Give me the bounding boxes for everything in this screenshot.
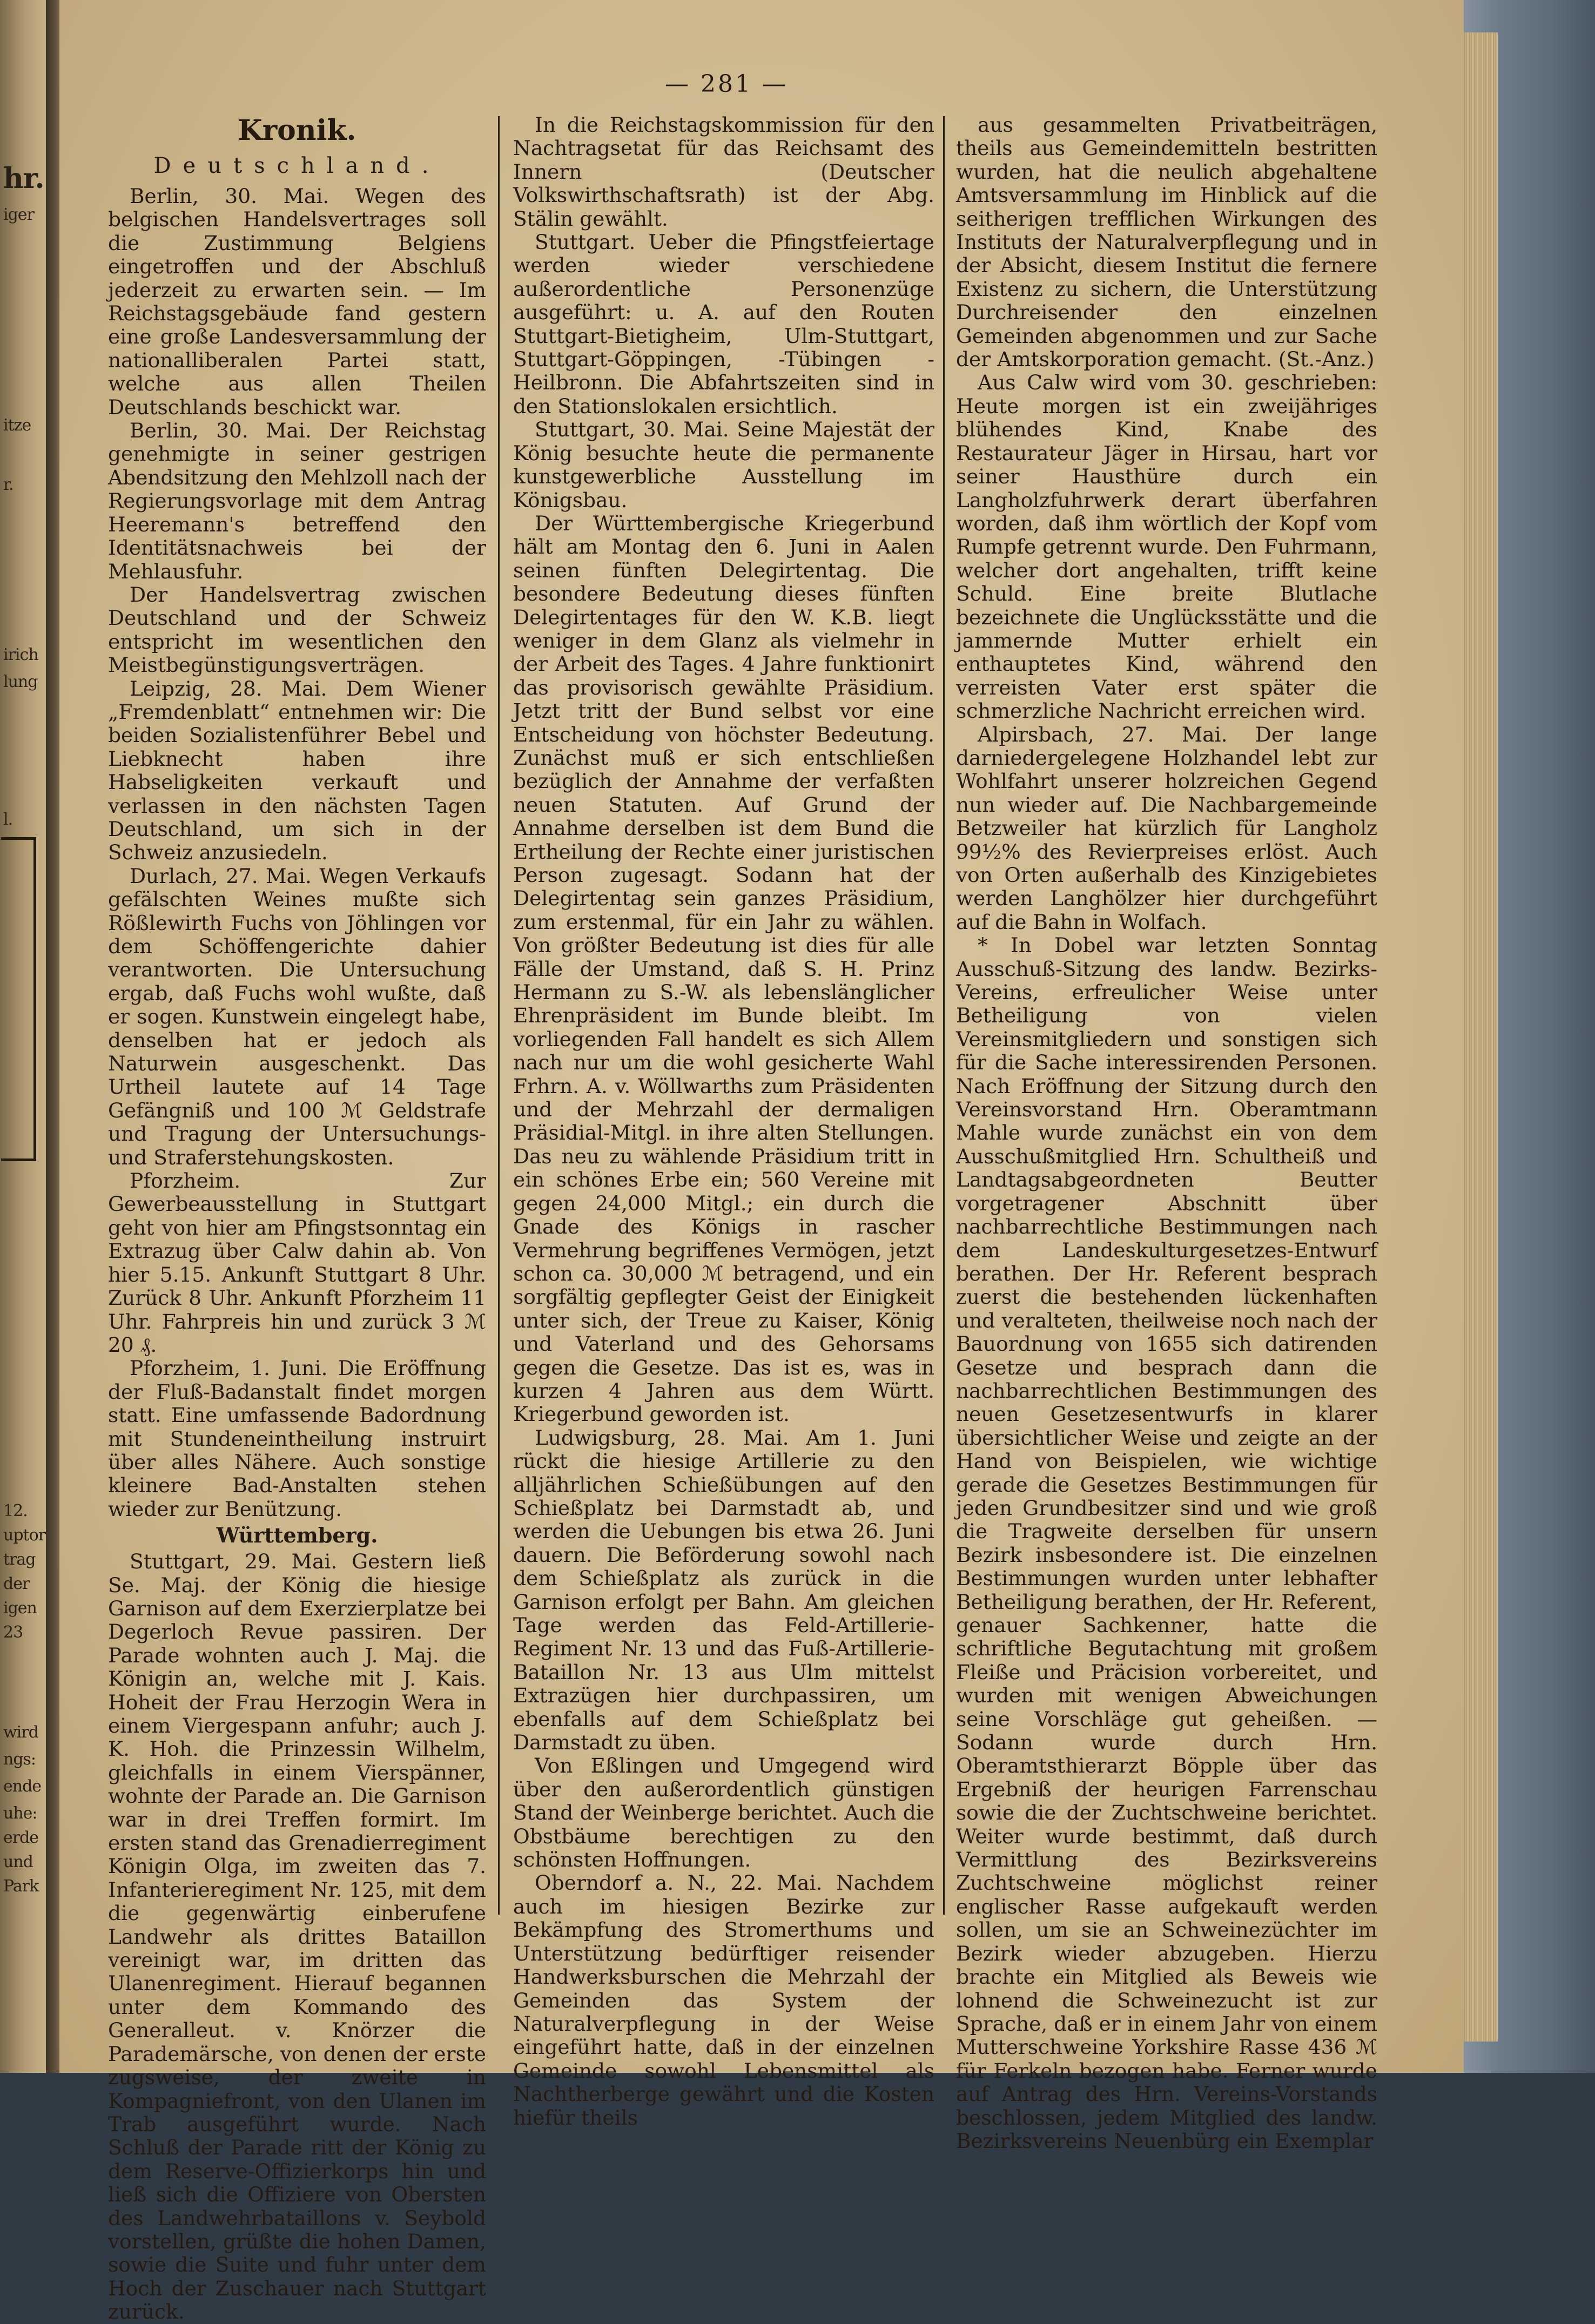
- region-heading: Württemberg.: [216, 1523, 378, 1548]
- section-subheading: Deutschland.: [153, 153, 441, 178]
- article-paragraph: Der Handelsvertrag zwischen Deutschland und der Schweiz entspricht im wesentlichen den Meistbegünstigungsverträgen.: [108, 582, 486, 677]
- article-paragraph: Stuttgart, 30. Mai. Seine Majestät der König besuchte heute die permanente kunstgewerbliche Ausstellung im Königsbau.: [513, 417, 934, 512]
- article-paragraph: Stuttgart, 29. Mai. Gestern ließ Se. Maj. der König die hiesige Garnison auf dem Exerzierplatze bei Degerloch Revue passiren. Der Parade wohnten auch J. Maj. die Königin an, welche mit J. Kais. Hoheit der Frau Herzogin Wera in einem Viergespann anfuhr; auch J. K. Hoh. die Prinzessin Wilhelm, gleichfalls in einem Vierspänner, wohnte der Parade an. Die Garnison war in drei Treffen formirt. Im ersten stand das Grenadierregiment Königin Olga, im zweiten das 7. Infanterieregiment Nr. 125, mit dem die gegenwärtig einberufene Landwehr als drittes Bataillon vereinigt war, im dritten das Ulanenregiment. Hierauf begannen unter dem Kommando des Generalleut. v. Knörzer die Parademärsche, von denen der erste zugsweise, der zweite in Kompagniefront, von den Ulanen im Trab ausgeführt wurde. Nach Schluß der Parade ritt der König zu dem Reserve-Offizierkorps hin und ließ sich die Offiziere von Obersten des Landwehrbataillons v. Seybold vorstellen, grüßte die hohen Damen, sowie die Suite und fuhr unter dem Hoch der Zuschauer nach Stuttgart zurück.: [108, 1550, 486, 2324]
- left-fragment: der: [3, 1574, 30, 1593]
- article-paragraph: Stuttgart. Ueber die Pfingstfeiertage werden wieder verschiedene außerordentliche Personenzüge ausgeführt: u. A. auf den Routen Stuttgart-Bietigheim, Ulm-Stuttgart, Stuttgart-Göppingen, -Tübingen -Heilbronn. Die Abfahrtszeiten sind in den Stationslokalen ersichtlich.: [513, 230, 934, 418]
- article-paragraph: Aus Calw wird vom 30. geschrieben: Heute morgen ist ein zweijähriges blühendes Kind, Knabe des Restaurateur Jäger in Hirsau, hart vor seiner Hausthüre durch ein Langholzfuhrwerk derart überfahren worden, daß ihm wörtlich der Kopf vom Rumpfe getrennt wurde. Den Fuhrmann, welcher dort angehalten, trifft keine Schuld. Eine breite Blutlache bezeichnete die Unglücksstätte und die jammernde Mutter erhielt ein enthauptetes Kind, während den verreisten Vater erst später die schmerzliche Nachricht erreichen wird.: [956, 371, 1377, 723]
- article-paragraph: Alpirsbach, 27. Mai. Der lange darniedergelegene Holzhandel lebt zur Wohlfahrt unserer holzreichen Gegend nun wieder auf. Die Nachbargemeinde Betzweiler hat kürzlich für Langholz 99½% des Revierpreises erlöst. Auch von Orten außerhalb des Kinzigebietes werden Langhölzer hier durchgeführt auf die Bahn in Wolfach.: [956, 722, 1377, 934]
- left-fragment: ngs:: [3, 1750, 36, 1769]
- column-rule: [943, 116, 945, 1915]
- article-paragraph: In die Reichstagskommission für den Nachtragsetat für das Reichsamt des Innern (Deutscher Volkswirthschaftsrath) ist der Abg. Stälin gewählt.: [513, 113, 934, 231]
- page-number: — 281 —: [665, 70, 788, 98]
- left-fragment: r.: [3, 475, 14, 494]
- article-paragraph: Ludwigsburg, 28. Mai. Am 1. Juni rückt die hiesige Artillerie zu den alljährlichen Schießübungen auf den Schießplatz bei Darmstadt ab, und werden die Uebungen bis etwa 26. Juni dauern. Die Beförderung sowohl nach dem Schießplatz als zurück in die Garnison erfolgt per Bahn. Am gleichen Tage werden das Feld-Artillerie-Regiment Nr. 13 und das Fuß-Artillerie-Bataillon Nr. 13 aus Ulm mittelst Extrazügen hier durchpassiren, um ebenfalls auf dem Schießplatz bei Darmstadt zu üben.: [513, 1425, 934, 1755]
- left-fragment: und: [3, 1853, 33, 1871]
- previous-page-edge: [0, 0, 46, 2073]
- column-1: [108, 113, 486, 2324]
- book-binding: [1458, 0, 1595, 2073]
- left-fragment: 12.: [3, 1501, 28, 1520]
- left-fragment: erde: [3, 1828, 39, 1847]
- left-fragment: lung: [3, 672, 38, 691]
- left-frame-box: [1, 837, 36, 1161]
- left-fragment: irich: [3, 645, 38, 664]
- left-fragment: uptor: [3, 1526, 45, 1545]
- article-paragraph: aus gesammelten Privatbeiträgen, theils aus Gemeindemitteln bestritten wurden, hat die neulich abgehaltene Amtsversammlung im Hinblick auf die seitherigen trefflichen Wirkungen des Instituts der Naturalverpflegung und in der Absicht, diesem Institut die fernere Existenz zu sichern, die Unterstützung Durchreisender den einzelnen Gemeinden abgenommen und zur Sache der Amtskorporation gemacht. (St.-Anz.): [956, 113, 1377, 372]
- left-fragment: 23: [3, 1623, 23, 1642]
- column-2: [513, 113, 934, 2130]
- section-heading: Kronik.: [238, 114, 356, 147]
- article-paragraph: Oberndorf a. N., 22. Mai. Nachdem auch im hiesigen Bezirke zur Bekämpfung des Stromerthums und Unterstützung bedürftiger reisender Handwerksburschen die Mehrzahl der Gemeinden das System der Naturalverpflegung in der Weise eingeführt hatte, daß in der einzelnen Gemeinde sowohl Lebensmittel als Nachtherberge gewährt und die Kosten hiefür theils: [513, 1871, 934, 2130]
- left-fragment: Park: [3, 1877, 39, 1896]
- article-paragraph: Leipzig, 28. Mai. Dem Wiener „Fremdenblatt“ entnehmen wir: Die beiden Sozialistenführer Bebel und Liebknecht haben ihre Habseligkeiten verkauft und verlassen in den nächsten Tagen Deutschland, um sich in der Schweiz anzusiedeln.: [108, 676, 486, 865]
- left-fragment: itze: [3, 416, 31, 435]
- article-paragraph: Berlin, 30. Mai. Der Reichstag genehmigte in seiner gestrigen Abendsitzung den Mehlzoll nach der Regierungsvorlage mit dem Antrag Heeremann's betreffend den Identitätsnachweis bei der Mehlausfuhr.: [108, 419, 486, 583]
- left-fragment: iger: [3, 205, 34, 224]
- left-fragment: igen: [3, 1599, 37, 1618]
- left-fragment: hr.: [3, 162, 44, 195]
- left-fragment: l.: [3, 810, 13, 829]
- article-paragraph: Durlach, 27. Mai. Wegen Verkaufs gefälschten Weines mußte sich Rößlewirth Fuchs von Jöhlingen vor dem Schöffengerichte dahier verantworten. Die Untersuchung ergab, daß Fuchs wohl wußte, daß er sogen. Kunstwein eingelegt habe, denselben hat er jedoch als Naturwein ausgeschenkt. Das Urtheil lautete auf 14 Tage Gefängniß und 100 ℳ Geldstrafe und Tragung der Untersuchungs- und Straferstehungskosten.: [108, 864, 486, 1169]
- article-paragraph: Pforzheim. Zur Gewerbeausstellung in Stuttgart geht von hier am Pfingstsonntag ein Extrazug über Calw dahin ab. Von hier 5.15. Ankunft Stuttgart 8 Uhr. Zurück 8 Uhr. Ankunft Pforzheim 11 Uhr. Fahrpreis hin und zurück 3 ℳ 20 ₰.: [108, 1169, 486, 1357]
- article-paragraph: Der Württembergische Kriegerbund hält am Montag den 6. Juni in Aalen seinen fünften Delegirtentag. Die besondere Bedeutung dieses fünften Delegirtentages für den W. K.B. liegt weniger in dem Glanz als vielmehr in der Arbeit des Tages. 4 Jahre funktionirt das provisorisch gewählte Präsidium. Jetzt tritt der Bund selbst vor eine Entscheidung von höchster Bedeutung. Zunächst muß er sich entschließen bezüglich der Annahme der verfaßten neuen Statuten. Auf Grund der Annahme derselben ist dem Bund die Ertheilung der Rechte einer juristischen Person zugesagt. Sodann hat der Delegirtentag sein ganzes Präsidium, zum erstenmal, für ein Jahr zu wählen. Von größter Bedeutung ist dies für alle Fälle der Umstand, daß S. H. Prinz Hermann zu S.-W. als lebenslänglicher Ehrenpräsident im Bunde bleibt. Im vorliegenden Fall handelt es sich Allem nach nur um die wohl gesicherte Wahl Frhrn. A. v. Wöllwarths zum Präsidenten und der Mehrzahl der dermaligen Präsidial-Mitgl. in ihre alten Stellungen. Das neu zu wählende Präsidium tritt in ein schönes Erbe ein; 560 Vereine mit gegen 24,000 Mitgl.; ein durch die Gnade des Königs in rascher Vermehrung begriffenes Vermögen, jetzt schon ca. 30,000 ℳ betragend, und ein sorgfältig gepflegter Geist der Einigkeit unter sich, der Treue zu Kaiser, König und Vaterland und des Gehorsams gegen die Gesetze. Das ist es, was in kurzen 4 Jahren aus dem Württ. Kriegerbund geworden ist.: [513, 511, 934, 1426]
- left-fragment: uhe:: [3, 1804, 37, 1823]
- column-rule: [498, 116, 500, 1915]
- article-paragraph: Berlin, 30. Mai. Wegen des belgischen Handelsvertrages soll die Zustimmung Belgiens eingetroffen und der Abschluß jederzeit zu erwarten sein. — Im Reichstagsgebäude fand gestern eine große Landesversammlung der nationalliberalen Partei statt, welche aus allen Theilen Deutschlands beschickt war.: [108, 184, 486, 419]
- left-fragment: ende: [3, 1777, 42, 1796]
- left-fragment: wird: [3, 1723, 38, 1742]
- article-paragraph: Pforzheim, 1. Juni. Die Eröffnung der Fluß-Badanstalt findet morgen statt. Eine umfassende Badordnung mit Stundeneintheilung instruirt über alles Nähere. Auch sonstige kleinere Bad-Anstalten stehen wieder zur Benützung.: [108, 1356, 486, 1521]
- article-paragraph: Von Eßlingen und Umgegend wird über den außerordentlich günstigen Stand der Weinberge berichtet. Auch die Obstbäume berechtigen zu den schönsten Hoffnungen.: [513, 1754, 934, 1872]
- column-3: [956, 113, 1377, 2153]
- page-block-edge: [1458, 32, 1498, 2042]
- article-paragraph: * In Dobel war letzten Sonntag Ausschuß-Sitzung des landw. Bezirks-Vereins, erfreulicher Weise unter Betheiligung von vielen Vereinsmitgliedern und sonstigen sich für die Sache interessirenden Personen. Nach Eröffnung der Sitzung durch den Vereinsvorstand Hrn. Oberamtmann Mahle wurde zunächst ein von dem Ausschußmitglied Hrn. Schultheiß und Landtagsabgeordneten Beutter vorgetragener Abschnitt über nachbarrechtliche Bestimmungen nach dem Landeskulturgesetzes-Entwurf berathen. Der Hr. Referent besprach zuerst die bestehenden lückenhaften und veralteten, theilweise noch nach der Bauordnung von 1655 sich datirenden Gesetze und besprach dann die nachbarrechtlichen Bestimmungen des neuen Gesetzesentwurfs in klarer übersichtlicher Weise und zeigte an der Hand von Beispielen, wie wichtige gerade die Gesetzes Bestimmungen für jeden Grundbesitzer sind und wie groß die Tragweite derselben für unsern Bezirk insbesondere ist. Die einzelnen Bestimmungen wurden unter lebhafter Betheiligung berathen, der Hr. Referent, genauer Sachkenner, hatte die schriftliche Begutachtung mit großem Fleiße und Präcision vorbereitet, und wurden mit wenigen Abweichungen seine Vorschläge gut geheißen. — Sodann wurde durch Hrn. Oberamtsthierarzt Böpple über das Ergebniß der heurigen Farrenschau sowie die der Zuchtschweine berichtet. Weiter wurde bestimmt, daß durch Vermittlung des Bezirksvereins Zuchtschweine möglichst reiner englischer Rasse aufgekauft werden sollen, um sie an Schweinezüchter im Bezirk wieder abzugeben. Hierzu brachte ein Mitglied als Beweis wie lohnend die Schweinezucht ist zur Sprache, daß er in einem Jahr von einem Mutterschweine Yorkshire Rasse 436 ℳ für Ferkeln bezogen habe. Ferner wurde auf Antrag des Hrn. Vereins-Vorstands beschlossen, jedem Mitglied des landw. Bezirksvereins Neuenbürg ein Exemplar: [956, 933, 1377, 2153]
- left-fragment: trag: [3, 1550, 36, 1569]
- newspaper-page: [59, 0, 1464, 2324]
